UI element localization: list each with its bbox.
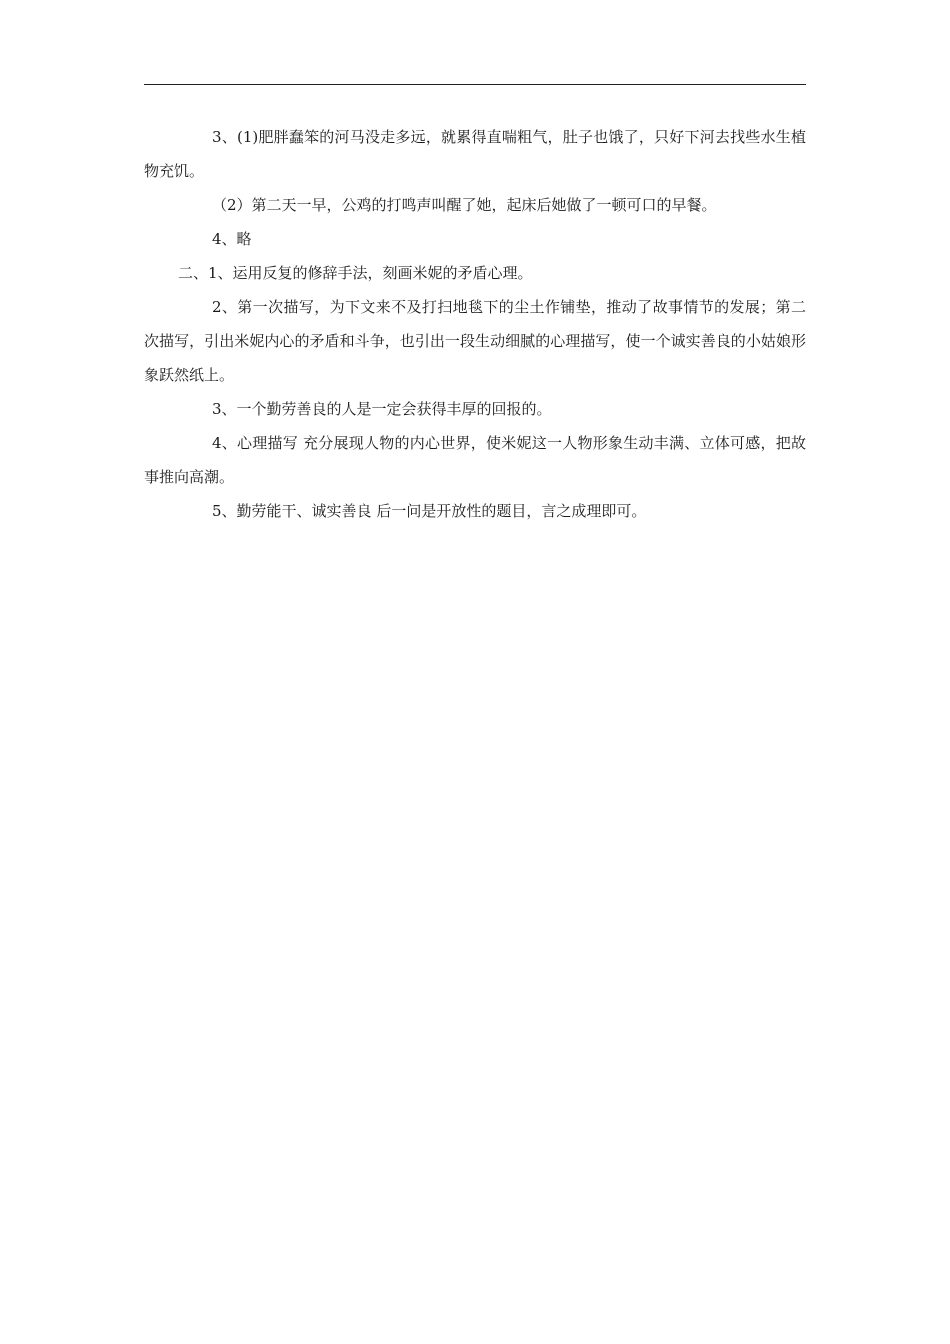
header-rule [144,84,806,85]
section-2-answer-5: 5、勤劳能干、诚实善良 后一问是开放性的题目，言之成理即可。 [212,502,647,520]
section-2-answer-2: 2、第一次描写，为下文来不及打扫地毯下的尘土作铺垫，推动了故事情节的发展；第二次描写，引出米妮内心的矛盾和斗争，也引出一段生动细腻的心理描写，使一个诚实善良的小姑娘形象跃然纸上。 [144,298,806,384]
section-2-answer-1: 二、1、运用反复的修辞手法，刻画米妮的矛盾心理。 [178,264,533,282]
answer-3-1: 3、(1)肥胖蠢笨的河马没走多远，就累得直喘粗气，肚子也饿了，只好下河去找些水生植物充饥。 [144,128,806,180]
section-2-answer-3: 3、一个勤劳善良的人是一定会获得丰厚的回报的。 [212,400,552,418]
answer-content [144,120,806,528]
section-2-answer-4: 4、心理描写 充分展现人物的内心世界，使米妮这一人物形象生动丰满、立体可感，把故事推向高潮。 [144,434,806,486]
answer-3-2: （2）第二天一早，公鸡的打鸣声叫醒了她，起床后她做了一顿可口的早餐。 [212,196,717,214]
answer-4: 4、略 [212,230,252,248]
